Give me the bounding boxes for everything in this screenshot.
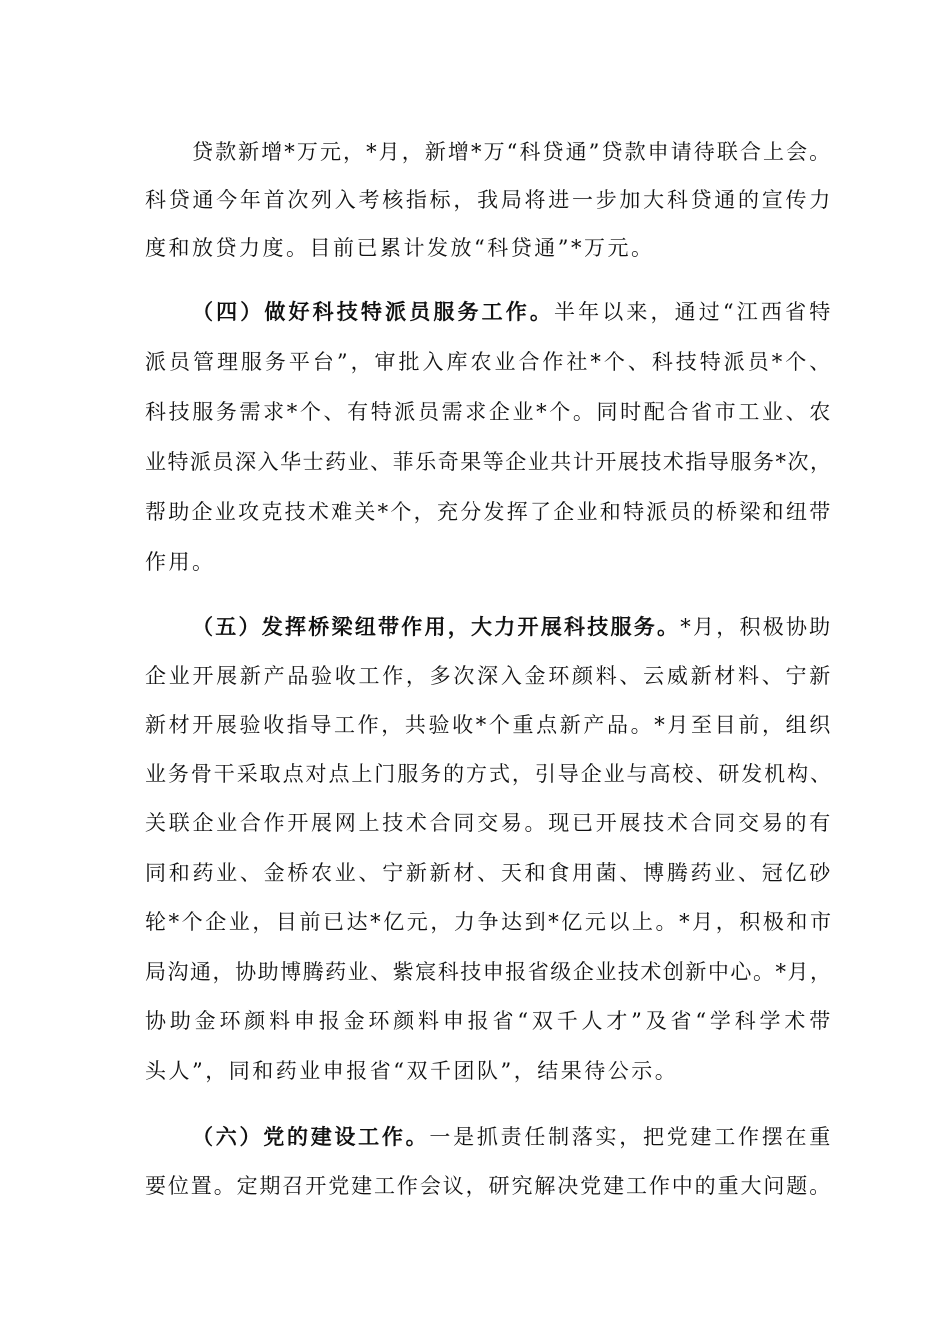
paragraph-line [145,297,831,327]
paragraph-line: 关联企业合作开展网上技术合同交易。现已开展技术合同交易的有 [145,811,831,835]
section-heading: （五）发挥桥梁纽带作用，大力开展科技服务。 [192,615,681,639]
paragraph-line: 科贷通今年首次列入考核指标，我局将进一步加大科贷通的宣传力 [145,188,831,212]
paragraph-line: 帮助企业攻克技术难关*个，充分发挥了企业和特派员的桥梁和纽带 [145,500,831,524]
paragraph-line: 企业开展新产品验收工作，多次深入金环颜料、云威新材料、宁新 [145,664,831,688]
paragraph-line: 业务骨干采取点对点上门服务的方式，引导企业与高校、研发机构、 [145,762,831,786]
paragraph-line: 新材开展验收指导工作，共验收*个重点新产品。*月至目前，组织 [145,713,831,737]
paragraph-text: *月，积极协助 [680,615,831,639]
paragraph-line [145,1122,831,1152]
section-heading: （六）党的建设工作。 [192,1125,430,1149]
paragraph-line: 局沟通，协助博腾药业、紫宸科技申报省级企业技术创新中心。*月， [145,960,831,984]
paragraph-line: 轮*个企业，目前已达*亿元，力争达到*亿元以上。*月，积极和市 [145,910,831,934]
paragraph-line [145,612,831,642]
paragraph-line: 同和药业、金桥农业、宁新新材、天和食用菌、博腾药业、冠亿砂 [145,861,831,885]
paragraph-line: 协助金环颜料申报金环颜料申报省“双千人才”及省“学科学术带 [145,1009,831,1033]
paragraph-line: 科技服务需求*个、有特派员需求企业*个。同时配合省市工业、农 [145,400,831,424]
paragraph-line: 度和放贷力度。目前已累计发放“科贷通”*万元。 [145,236,655,260]
paragraph-line: 贷款新增*万元，*月，新增*万“科贷通”贷款申请待联合上会。 [192,140,831,164]
paragraph-text: 半年以来，通过“江西省特 [554,300,831,324]
paragraph-line: 派员管理服务平台”，审批入库农业合作社*个、科技特派员*个、 [145,350,831,374]
paragraph-line: 业特派员深入华士药业、菲乐奇果等企业共计开展技术指导服务*次， [145,450,831,474]
paragraph-line: 头人”，同和药业申报省“双千团队”，结果待公示。 [145,1059,679,1083]
section-heading: （四）做好科技特派员服务工作。 [192,300,554,324]
paragraph-line: 要位置。定期召开党建工作会议，研究解决党建工作中的重大问题。 [145,1174,831,1198]
paragraph-line: 作用。 [145,550,216,574]
paragraph-text: 一是抓责任制落实，把党建工作摆在重 [429,1125,831,1149]
